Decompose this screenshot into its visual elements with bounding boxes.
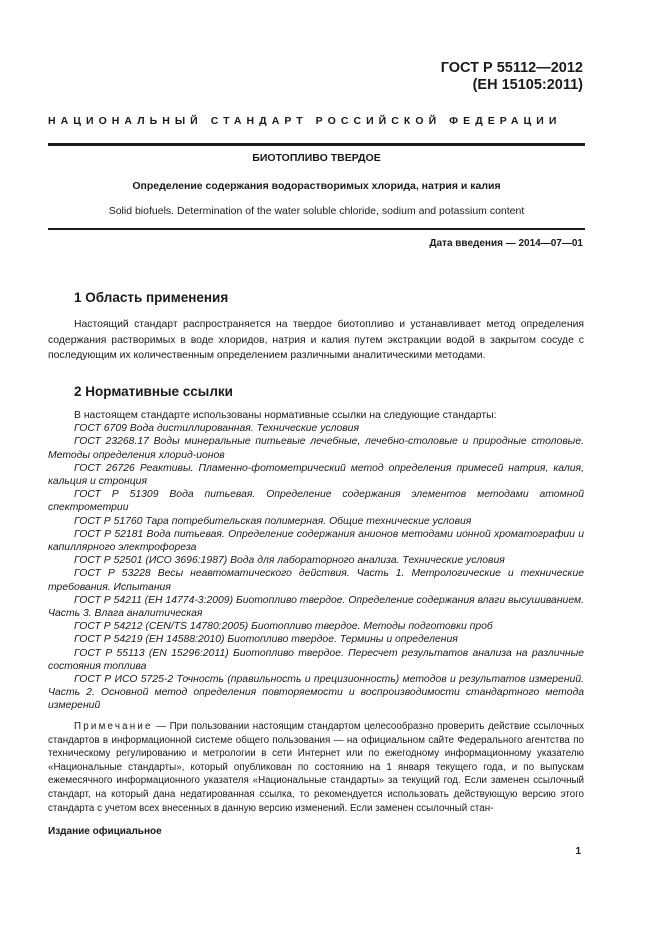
note-label: Примечание xyxy=(74,721,153,732)
reference-item: ГОСТ Р 54219 (ЕН 14588:2010) Биотопливо твердое. Термины и определения xyxy=(74,634,458,646)
references-list xyxy=(48,409,584,713)
en-code: (ЕН 15105:2011) xyxy=(472,77,583,93)
national-standard-banner: НАЦИОНАЛЬНЫЙ СТАНДАРТ РОССИЙСКОЙ ФЕДЕРАЦИИ xyxy=(48,115,562,127)
reference-item: ГОСТ Р 52181 Вода питьевая. Определение содержания анионов методами ионной хроматографии и капиллярного электрофореза xyxy=(48,528,584,554)
document-subtitle: Определение содержания водорастворимых хлорида, натрия и калия xyxy=(132,180,501,192)
effective-date: Дата введения — 2014—07—01 xyxy=(429,238,583,249)
section-1-heading: 1 Область применения xyxy=(74,290,229,305)
reference-item: ГОСТ Р 54212 (CEN/TS 14780:2005) Биотопливо твердое. Методы подготовки проб xyxy=(74,621,493,633)
reference-item: ГОСТ Р ИСО 5725-2 Точность (правильность и прецизионность) методов и результатов измерений. Часть 2. Основной метод определения повторяемости и воспроизводимости стандартного метода измерений xyxy=(48,674,584,712)
gost-code: ГОСТ Р 55112—2012 xyxy=(440,60,583,76)
note xyxy=(48,720,584,815)
section-2-heading: 2 Нормативные ссылки xyxy=(74,384,233,399)
reference-item: ГОСТ Р 54211 (ЕН 14774-3:2009) Биотопливо твердое. Определение содержания влаги высушиванием. Часть 3. Влага аналитическая xyxy=(48,594,584,620)
reference-item: ГОСТ Р 55113 (EN 15296:2011) Биотопливо твердое. Пересчет результатов анализа на различные состояния топлива xyxy=(48,647,584,672)
reference-item: ГОСТ Р 51309 Вода питьевая. Определение содержания элементов методами атомной спектрометрии xyxy=(48,489,584,514)
english-title: Solid biofuels. Determination of the water soluble chloride, sodium and potassium content xyxy=(108,205,525,217)
title-rule xyxy=(48,228,585,230)
document-title: БИОТОПЛИВО ТВЕРДОЕ xyxy=(252,152,381,164)
reference-item: ГОСТ 23268.17 Воды минеральные питьевые лечебные, лечебно-столовые и природные столовые. Методы определения хлорид-ионов xyxy=(48,436,584,461)
reference-item: ГОСТ Р 53228 Весы неавтоматического действия. Часть 1. Метрологические и технические требования. Испытания xyxy=(48,568,584,593)
reference-item: ГОСТ Р 51760 Тара потребительская полимерная. Общие технические условия xyxy=(74,515,472,527)
top-rule xyxy=(48,143,585,146)
edition-label: Издание официальное xyxy=(48,826,162,837)
reference-item: ГОСТ Р 52501 (ИСО 3696:1987) Вода для лабораторного анализа. Технические условия xyxy=(74,555,505,567)
note-text: — При пользовании настоящим стандартом целесообразно проверить действие ссылочных стандартов в информационной системе общего пользования — на официальном сайте Федерального агентства по техническому регулированию и метрологии в сети Интернет или по ежегодному информационному указателю «Национальные стандарты», который опубликован по состоянию на 1 января текущего года, и по выпускам ежемесячного информационного указателя «Национальные стандарты» за текущий год. Если заменен ссылочный стандарт, на который дана недатированная ссылка, то рекомендуется использовать действующую версию этого стандарта с учетом всех внесенных в данную версию изменений. Если заменен ссылочный стан- xyxy=(48,721,584,814)
references-intro: В настоящем стандарте использованы нормативные ссылки на следующие стандарты: xyxy=(74,410,497,421)
reference-item: ГОСТ 6709 Вода дистиллированная. Технические условия xyxy=(74,423,360,435)
reference-item: ГОСТ 26726 Реактивы. Пламенно-фотометрический метод определения примесей натрия, калия, кальция и стронция xyxy=(48,462,584,488)
section-1-text xyxy=(48,317,584,364)
section-1-paragraph: Настоящий стандарт распространяется на твердое биотопливо и устанавливает метод определения содержания растворимых в воде хлоридов, натрия и калия путем экстракции водой в закрытом сосуде с последующим их количественным определением различными аналитическими методами. xyxy=(48,319,584,361)
page-number: 1 xyxy=(575,846,581,857)
